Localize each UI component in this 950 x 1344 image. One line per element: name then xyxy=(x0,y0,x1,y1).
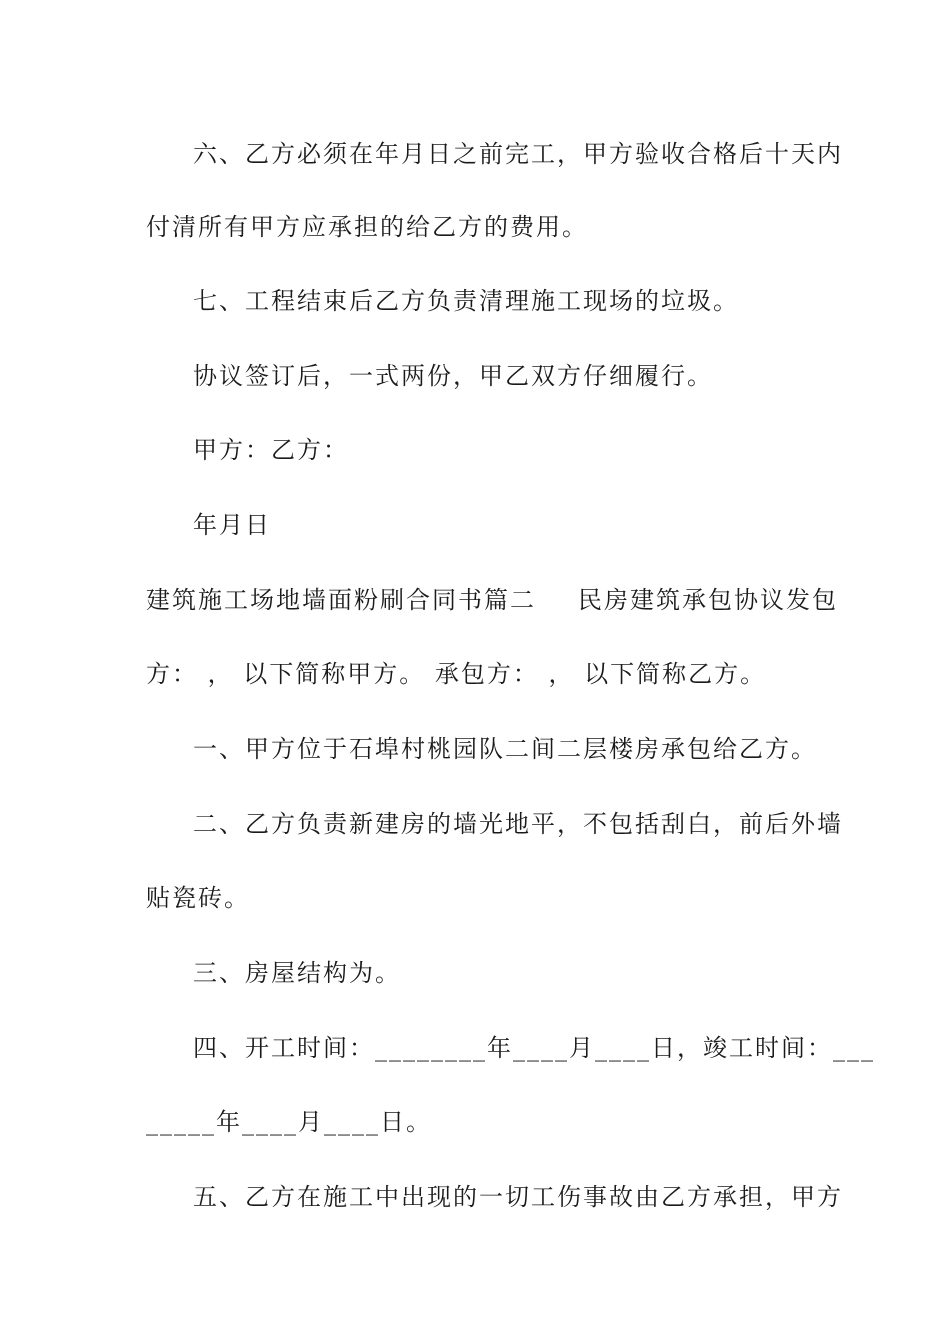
section-title: 建筑施工场地墙面粉刷合同书篇二 xyxy=(146,586,536,614)
clause-six-line-2: 付清所有甲方应承担的给乙方的费用。 xyxy=(146,213,588,241)
clause-one: 一、甲方位于石埠村桃园队二间二层楼房承包给乙方。 xyxy=(193,735,817,763)
clause-three: 三、房屋结构为。 xyxy=(193,959,401,987)
clause-two-line-2: 贴瓷砖。 xyxy=(146,884,250,912)
clause-four-line-1: 四、开工时间：________年____月____日，竣工时间：___ xyxy=(193,1034,875,1062)
signature-date: 年月日 xyxy=(193,511,271,539)
clause-seven: 七、工程结束后乙方负责清理施工现场的垃圾。 xyxy=(193,287,739,315)
agreement-note: 协议签订后，一式两份，甲乙双方仔细履行。 xyxy=(193,362,713,390)
clause-two-line-1: 二、乙方负责新建房的墙光地平，不包括刮白，前后外墙 xyxy=(193,810,843,838)
parties-definition: 方： ， 以下简称甲方。 承包方： ， 以下简称乙方。 xyxy=(146,660,767,688)
signature-parties: 甲方：乙方： xyxy=(193,436,349,464)
contract-title-start: 民房建筑承包协议发包 xyxy=(578,586,838,614)
clause-six-line-1: 六、乙方必须在年月日之前完工，甲方验收合格后十天内 xyxy=(193,140,843,168)
section-heading-line xyxy=(146,585,838,615)
clause-four-line-2: _____年____月____日。 xyxy=(146,1108,432,1136)
clause-five-line-1: 五、乙方在施工中出现的一切工伤事故由乙方承担，甲方 xyxy=(193,1183,843,1211)
